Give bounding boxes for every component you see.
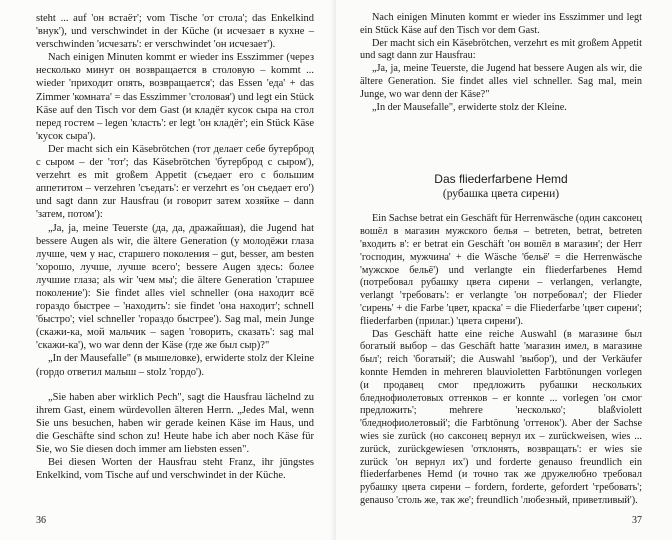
paragraph: Das Geschäft hatte eine reiche Auswahl (в магазине был богатый выбор – das Geschäft hatte 'магазин имел, в магазине был'; reich 'богатый'; die Auswahl 'выбор'), und der Verkäufer konnte Hemden in mehreren blauvioletten Farbtönungen vorlegen (и продавец смог предложить рубашки нескольких бледнофиолетовых оттенков – er konnte ... vorlegen 'он смог предложить'; mehrere 'несколько'; blaßviolett 'бледнофиолетовый'; die Farbtönung 'оттенок'). Aber der Sachse wies sie zurück (но саксонец вернул их – zurückweisen, wies ... zurück, zurückgewiesen 'отклонять, возвращать': er wies sie zurück 'он вернул их') und forderte genauso freundlich ein fliederfarbenes Hemd (и точно так же дружелюбно требовал рубашку цвета сирени – fordern, forderte, gefordert 'требовать'; genauso 'столь же, так же'; freundlich 'любезный, приветливый'). bbox=[360, 328, 642, 506]
paragraph: Der macht sich ein Käsebrötchen (тот делает себе бутерброд с сыром – der 'тот'; das Käsebrötchen 'бутерброд с сыром'), verzehrt es mit großem Appetit (съедает его с большим аппетитом – verzehren 'съедать': er verzehrt es 'он съедает его') und sagt dann zur Hausfrau (и говорит затем хозяйке – dann 'затем, потом'): bbox=[36, 143, 314, 221]
paragraph: Nach einigen Minuten kommt er wieder ins Esszimmer und legt ein Stück Käse auf den Tisch vor dem Gast. bbox=[360, 12, 642, 36]
paragraph: „Ja, ja, meine Teuerste (да, да, дражайшая), die Jugend hat bessere Augen als wir, die ältere Generation (у молодёжи глаза лучше, чем у нас, старшего поколения – gut, besser, am besten 'хорошо, лучше, лучше всего'; bessere Augen здесь: более лучшие глаза; als wir 'чем мы'; die ältere Generation 'старшее поколение'): Sie findet alles viel schneller (она находит всё гораздо быстрее – 'находить': sie findet 'она находит'; schnell 'быстро'; viel schneller 'гораздо быстрее'). Sag mal, mein Junge (скажи-ка, мой мальчик – sagen 'говорить, сказать': sag mal 'скажи-ка'), wo war denn der Käse (где же был сыр)?" bbox=[36, 222, 314, 352]
spacer bbox=[36, 379, 314, 391]
paragraph: Der macht sich ein Käsebrötchen, verzehrt es mit großem Appetit und sagt dann zur Hausfrau: bbox=[360, 37, 642, 62]
page-number: 37 bbox=[632, 515, 642, 526]
paragraph: „Ja, ja, meine Teuerste, die Jugend hat bessere Augen als wir, die ältere Generation. Sie findet alles viel schneller. Sag mal, mein Junge, wo war denn der Käse?" bbox=[360, 63, 642, 100]
paragraph: Ein Sachse betrat ein Geschäft für Herrenwäsche (один саксонец вошёл в магазин мужского белья – betreten, betrat, betreten 'входить в': er betrat ein Geschäft 'он вошёл в магазин'; der Herr 'господин, мужчина' + die Wäsche 'бельё' = die Herrenwäsche 'мужское бельё') und verlangte ein fliederfarbenes Hemd (потребовал рубашку цвета сирени – verlangen, verlangte, verlangt 'требовать': er verlangte 'он потребовал'; der Flieder 'сирень' + die Farbe 'цвет, краска' = die Fliederfarbe 'цвет сирени'; fliederfarben (прилаг.) 'цвета сирени'). bbox=[360, 213, 642, 327]
paragraph: Nach einigen Minuten kommt er wieder ins Esszimmer (через несколько минут он возвращается в столовую – kommt ... wieder 'приходит опять, возвращается'; das Essen 'еда' + das Zimmer 'комната' = das Esszimmer 'столовая') und legt ein Stück Käse auf den Tisch vor dem Gast (и кладёт кусок сыра на стол перед гостем – legen 'класть': er legt 'он кладёт'; ein Stück Käse 'кусок сыра'). bbox=[36, 52, 314, 142]
right-page bbox=[336, 0, 672, 540]
right-page-text bbox=[360, 12, 642, 508]
spacer bbox=[360, 201, 642, 213]
paragraph: Bei diesen Worten der Hausfrau steht Franz, ihr jüngstes Enkelkind, vom Tische auf und verschwindet in der Küche. bbox=[36, 457, 314, 482]
section-subtitle: (рубашка цвета сирени) bbox=[442, 188, 560, 201]
section-title: Das fliederfarbene Hemd bbox=[434, 172, 568, 187]
paragraph: „In der Mausefalle" (в мышеловке), erwiderte stolz der Kleine (гордо ответил малыш – stolz 'гордо'). bbox=[36, 353, 314, 378]
left-page-text bbox=[36, 12, 314, 482]
paragraph: „Sie haben aber wirklich Pech", sagt die Hausfrau lächelnd zu ihrem Gast, einem würdevollen älteren Herrn. „Jedes Mal, wenn Sie uns besuchen, haben wir gerade keinen Käse im Haus, und die Geschäfte sind schon zu! Heute habe ich aber noch Käse für Sie, wo Sie diesen doch immer am liebsten essen". bbox=[36, 391, 314, 455]
paragraph: steht ... auf 'он встаёт'; vom Tische 'от стола'; das Enkelkind 'внук'), und verschwindet in der Küche (и исчезает в кухне – verschwinden 'исчезать': er verschwindet 'он исчезает'). bbox=[36, 13, 314, 51]
paragraph: „In der Mausefalle", erwiderte stolz der Kleine. bbox=[372, 101, 567, 113]
page-number: 36 bbox=[36, 515, 46, 526]
